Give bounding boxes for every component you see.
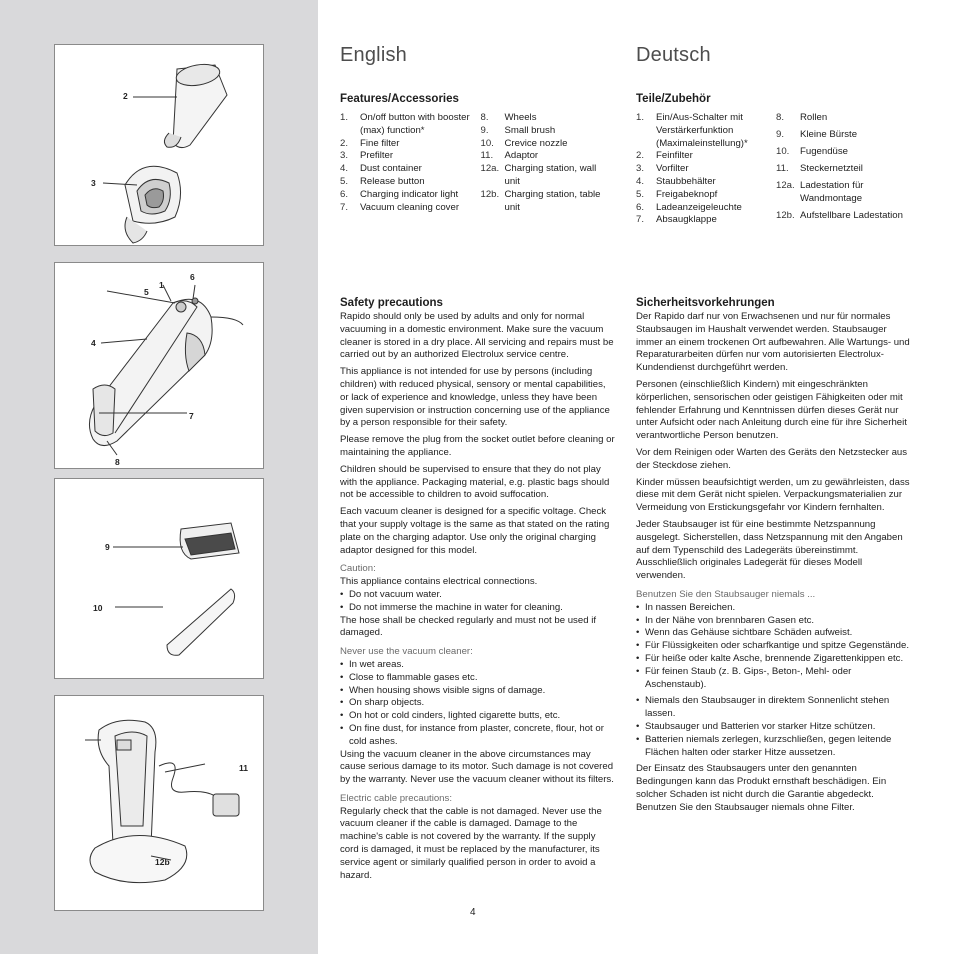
english-features-heading: Features/Accessories [340, 93, 459, 105]
paragraph: This appliance is not intended for use by persons (including children) with reduced physical, sensory or mental capabilities, or lack of experience and knowledge, unless they have been given supervision or instruction concerning use of the appliance by a person responsible for their safety. [340, 366, 610, 429]
bullet-item: • Wenn das Gehäuse sichtbare Schäden aufweist. [636, 627, 912, 640]
bullet-item: • Do not immerse the machine in water for cleaning. [340, 602, 615, 615]
paragraph: Personen (einschließlich Kindern) mit eingeschränkten körperlichen, sensorischen oder geistigen Fähigkeiten oder mit fehlender Erfahrung und Kenntnissen dürfen dieses Gerät nur unter Aufsicht oder nach Anleitung durch eine für ihre Sicherheit verantwortliche Person benutzen. [636, 378, 907, 442]
bullet-item: • On hot or cold cinders, lighted cigarette butts, etc. [340, 710, 615, 723]
paragraph: Vor dem Reinigen oder Warten des Geräts den Netzstecker aus der Steckdose ziehen. [636, 446, 908, 471]
english-caution-list [340, 589, 615, 615]
figure-filters [54, 44, 264, 246]
feature-number: 10. [776, 146, 790, 158]
feature-text: On/off button with booster (max) function* [360, 112, 470, 136]
english-cable-text: Regularly check that the cable is not damaged. Never use the vacuum cleaner if the cable is damaged. Damage to the machine's cable is not covered by the warranty. If the supply cord is damaged, it must be replaced by the manufacturer, its service agent or similarly qualified person in order to avoid a hazard. [340, 805, 602, 881]
feature-text: Crevice nozzle [504, 137, 568, 149]
english-safety-heading: Safety precautions [340, 297, 443, 309]
feature-text: Vacuum cleaning cover [360, 201, 460, 213]
feature-number: 7. [636, 214, 645, 226]
label-6: 6 [190, 272, 195, 282]
paragraph: Der Rapido darf nur von Erwachsenen und nur für normales Staubsaugen im Haushalt verwendet werden. Staubsauger immer an einem trockenen Ort aufbewahren. Alle Wartungs- und Reparaturarbeiten dürfen nur vom autorisierten Electrolux-Kundendienst durchgeführt werden. [636, 311, 910, 374]
deutsch-title: Deutsch [636, 44, 711, 66]
english-caution-heading: Caution: [340, 563, 376, 575]
english-safety [340, 296, 615, 886]
feature-number: 8. [480, 112, 489, 123]
label-10: 10 [93, 603, 103, 613]
paragraph: Jeder Staubsauger ist für eine bestimmte Netzspannung ausgelegt. Sicherstellen, dass Netzspannung mit den Angaben auf dem Typenschild des Ladegeräts übereinstimmt. Ausschließlich originales Ladegerät für dieses Modell verwenden. [636, 518, 903, 582]
feature-text: Charging station, table unit [504, 188, 601, 213]
deutsch-features-list-left [636, 112, 768, 227]
paragraph: Please remove the plug from the socket outlet before cleaning or maintaining the appliance. [340, 434, 615, 458]
bullet-item: • Für heiße oder kalte Asche, brennende Zigarettenkippen etc. [636, 653, 912, 666]
figure-accessories [54, 478, 264, 679]
english-cable-heading: Electric cable precautions: [340, 792, 452, 804]
feature-text: Release button [360, 175, 425, 187]
english-never-list [340, 659, 615, 749]
bullet-item: • Staubsauger und Batterien vor starker Hitze schützen. [636, 721, 912, 734]
deutsch-safety [636, 296, 912, 818]
english-caution-intro: This appliance contains electrical connections. [340, 576, 538, 588]
bullet-item: • Close to flammable gases etc. [340, 672, 615, 685]
feature-number: 12b. [480, 188, 500, 200]
feature-number: 5. [340, 175, 349, 187]
feature-number: 7. [340, 201, 349, 213]
feature-number: 1. [340, 112, 349, 123]
paragraph: Rapido should only be used by adults and only for normal vacuuming in a domestic environment. Make sure the vacuum cleaner is stored in a dry place. All servicing and repairs must be carried out by an authorized Electrolux service centre. [340, 311, 614, 361]
figure-charging-station [54, 695, 264, 911]
feature-number: 1. [636, 112, 645, 123]
feature-number: 11. [776, 163, 789, 175]
bullet-item: • Für feinen Staub (z. B. Gips-, Beton-, Mehl- oder Aschenstaub). [636, 666, 912, 692]
deutsch-features-heading: Teile/Zubehör [636, 93, 711, 105]
feature-number: 11. [480, 150, 494, 162]
feature-number: 4. [340, 163, 349, 175]
feature-text: Charging station, wall unit [504, 163, 597, 187]
feature-number: 12b. [776, 210, 795, 222]
feature-text: Vorfilter [656, 163, 689, 175]
deutsch-never-list [636, 602, 912, 692]
feature-text: Aufstellbare Ladestation [800, 210, 903, 222]
label-1: 1 [159, 280, 164, 290]
deutsch-never-after: Der Einsatz des Staubsaugers unter den genannten Bedingungen kann das Produkt ernsthaft beschädigen. Ein solcher Schaden ist nicht durch die Garantie abgedeckt. Benutzen Sie den Staubsauger niemals ohne Filter. [636, 763, 887, 813]
label-3: 3 [91, 178, 96, 188]
page-number: 4 [470, 907, 476, 918]
bullet-item: • In der Nähe von brennbaren Gasen etc. [636, 615, 912, 628]
bullet-item: • Batterien niemals zerlegen, kurzschließen, gegen leitende Flächen halten oder starker Hitze aussetzen. [636, 734, 912, 760]
english-features [340, 92, 610, 214]
deutsch-features [636, 92, 916, 227]
label-4: 4 [91, 338, 96, 348]
feature-number: 4. [636, 175, 645, 187]
feature-text: Feinfilter [656, 150, 693, 162]
bullet-item: • Do not vacuum water. [340, 589, 615, 602]
feature-number: 6. [636, 201, 645, 213]
feature-number: 2. [340, 137, 349, 149]
figure-vacuum [54, 262, 264, 469]
feature-text: Fine filter [360, 137, 400, 149]
deutsch-features-list-right [776, 112, 908, 227]
paragraph: Kinder müssen beaufsichtigt werden, um zu gewährleisten, dass diese mit dem Gerät nicht spielen. Verpackungsmaterialien zur Vermeidung von Erstickungsgefahr vor Kindern fernhalten. [636, 476, 910, 514]
feature-number: 12a. [480, 163, 500, 175]
bullet-item: • On sharp objects. [340, 697, 615, 710]
deutsch-safety-paragraphs [636, 311, 912, 583]
paragraph: Each vacuum cleaner is designed for a specific voltage. Check that your supply voltage is the same as that stated on the rating plate on the charging adaptor. Use only the original charging adaptor designed for this model. [340, 506, 610, 556]
vacuum-drawing [55, 263, 264, 469]
feature-text: Fugendüse [800, 146, 849, 158]
feature-text: Rollen [800, 112, 828, 123]
feature-text: Steckernetzteil [800, 163, 863, 175]
feature-text: Adaptor [504, 150, 539, 162]
label-7: 7 [189, 411, 194, 421]
feature-text: Kleine Bürste [800, 129, 858, 141]
feature-number: 6. [340, 188, 349, 200]
bullet-item: • Für Flüssigkeiten oder scharfkantige und spitze Gegenstände. [636, 640, 912, 653]
feature-text: Staubbehälter [656, 175, 716, 187]
english-title: English [340, 44, 407, 66]
feature-number: 2. [636, 150, 645, 162]
feature-text: Ladestation für Wandmontage [800, 180, 864, 205]
feature-number: 12a. [776, 180, 795, 192]
feature-text: Absaugklappe [656, 214, 717, 226]
deutsch-never-heading: Benutzen Sie den Staubsauger niemals ... [636, 588, 816, 600]
bullet-item: • On fine dust, for instance from plaster, concrete, flour, hot or cold ashes. [340, 723, 615, 749]
feature-text: Wheels [504, 112, 537, 123]
filters-drawing [55, 45, 264, 246]
feature-number: 5. [636, 188, 645, 200]
bullet-item: • When housing shows visible signs of damage. [340, 685, 615, 698]
label-12b: 12b [155, 857, 170, 867]
feature-text: Dust container [360, 163, 422, 175]
english-never-after: Using the vacuum cleaner in the above circumstances may cause serious damage to its motor. Such damage is not covered by the warranty. Never use the vacuum cleaner without its filters. [340, 748, 614, 786]
label-9: 9 [105, 542, 110, 552]
bullet-item: • In nassen Bereichen. [636, 602, 912, 615]
deutsch-safety-heading: Sicherheitsvorkehrungen [636, 297, 775, 309]
feature-number: 3. [340, 150, 349, 162]
feature-number: 3. [636, 163, 645, 175]
english-features-list-left [340, 112, 473, 214]
label-2: 2 [123, 91, 128, 101]
feature-text: Prefilter [360, 150, 394, 162]
charging-station-drawing [55, 696, 264, 911]
deutsch-never-list-2 [636, 695, 912, 759]
paragraph: Children should be supervised to ensure that they do not play with the appliance. Packaging material, e.g. plastic bags should not be accessible to children to avoid suffocation. [340, 463, 610, 501]
bullet-item: • In wet areas. [340, 659, 615, 672]
label-11: 11 [239, 763, 248, 773]
feature-text: Ladeanzeigeleuchte [656, 201, 742, 213]
feature-number: 9. [776, 129, 785, 141]
feature-text: Freigabeknopf [656, 188, 718, 200]
feature-text: Small brush [504, 124, 556, 136]
feature-text: Ein/Aus-Schalter mit Verstärkerfunktion (Maximaleinstellung)* [656, 112, 748, 149]
label-5: 5 [144, 287, 149, 297]
feature-number: 9. [480, 124, 489, 136]
english-safety-paragraphs [340, 311, 615, 557]
english-never-heading: Never use the vacuum cleaner: [340, 646, 473, 658]
feature-number: 8. [776, 112, 785, 123]
bullet-item: • Niemals den Staubsauger in direktem Sonnenlicht stehen lassen. [636, 695, 912, 721]
english-caution-after: The hose shall be checked regularly and must not be used if damaged. [340, 614, 596, 639]
feature-text: Charging indicator light [360, 188, 459, 200]
feature-number: 10. [480, 137, 494, 149]
label-8: 8 [115, 457, 120, 467]
english-features-list-right [481, 112, 611, 214]
accessories-drawing [55, 479, 264, 679]
